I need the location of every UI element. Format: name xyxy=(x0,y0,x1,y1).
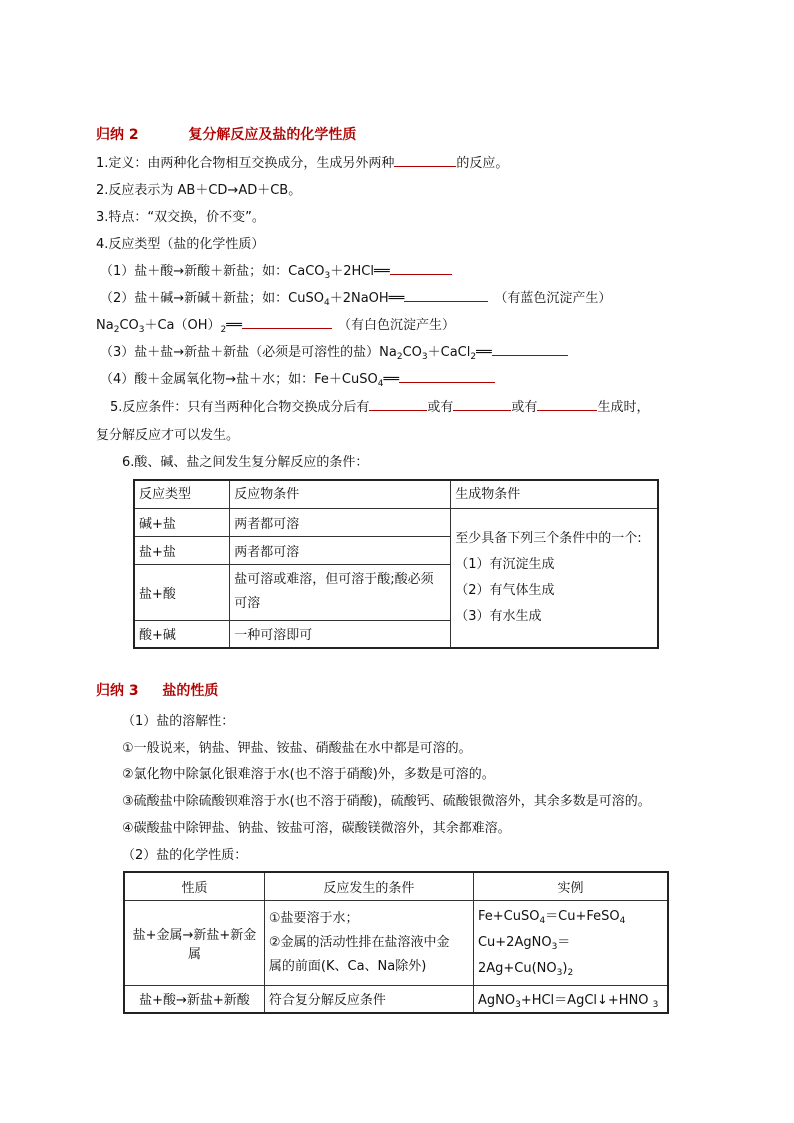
type3-line xyxy=(100,341,568,360)
equation-part: +HCl＝AgCl↓+HNO xyxy=(520,993,653,1009)
condition-text: ②金属的活动性排在盐溶液中金 xyxy=(268,934,450,950)
subscript: 3 xyxy=(421,352,428,362)
type2a-line xyxy=(100,287,611,306)
reaction-type-cell: 盐+酸 xyxy=(134,564,230,620)
property-cell: 盐+酸→新盐+新酸 xyxy=(124,985,264,1013)
section2-label: 归纳 2 xyxy=(96,127,139,143)
subscript: 2 xyxy=(113,325,120,335)
product-cond-item: （3）有水生成 xyxy=(455,608,542,624)
example-equation xyxy=(478,904,663,930)
product-cond-item: （2）有气体生成 xyxy=(455,582,555,598)
subscript: 4 xyxy=(323,298,330,308)
equation-part: AgNO xyxy=(477,993,516,1009)
product-cond-item: （1）有沉淀生成 xyxy=(455,556,555,572)
definition-line xyxy=(96,152,508,171)
reaction-type-cell: 酸+碱 xyxy=(134,620,230,648)
definition-suffix: 的反应。 xyxy=(456,156,509,171)
subscript: 3 xyxy=(324,271,331,281)
condition-line xyxy=(110,396,649,415)
chem-properties-title: （2）盐的化学性质： xyxy=(122,848,248,863)
formula-part: ＋Ca（OH） xyxy=(144,318,221,333)
condition-text: 或有 xyxy=(427,400,454,415)
header-cell: 生成物条件 xyxy=(451,480,658,508)
reaction-types-line: 4.反应类型（盐的化学性质） xyxy=(96,237,265,252)
solubility-item: ①一般说来，钠盐、钾盐、铵盐、硝酸盐在水中都是可溶的。 xyxy=(122,741,472,756)
condition-cell: 符合复分解反应条件 xyxy=(264,985,473,1013)
reaction-type-cell: 盐+盐 xyxy=(134,536,230,564)
solubility-item: ②氯化物中除氯化银难溶于水(也不溶于硝酸)外，多数是可溶的。 xyxy=(122,767,495,782)
equation-part: ) xyxy=(562,960,568,976)
subscript: 3 xyxy=(515,1000,521,1011)
reactant-cond-text: 盐可溶或难溶，但可溶于酸;酸必须 xyxy=(234,572,434,587)
table-header-row xyxy=(124,872,668,900)
subscript: 3 xyxy=(556,967,563,978)
blank-field[interactable] xyxy=(537,397,597,411)
condition-text: 5.反应条件：只有当两种化合物交换成分后有 xyxy=(110,400,370,415)
header-cell: 反应物条件 xyxy=(230,480,451,508)
condition-text: 生成时， xyxy=(597,400,650,415)
condition-line2: 复分解反应才可以发生。 xyxy=(96,428,240,443)
subscript: 2 xyxy=(220,325,227,335)
solubility-item: ③硫酸盐中除硫酸钡难溶于水(也不溶于硝酸)，硫酸钙、硫酸银微溶外，其余多数是可溶的。 xyxy=(122,794,651,809)
table-row xyxy=(124,900,668,985)
reactant-cond-text: 可溶 xyxy=(234,596,261,611)
type2-text: （2）盐＋碱→新碱＋新盐；如：CuSO xyxy=(100,291,324,306)
section3-title: 盐的性质 xyxy=(162,683,219,699)
equation-part: ＝2Ag+Cu(NO xyxy=(477,934,571,976)
subscript: 4 xyxy=(377,379,384,389)
equation-part: Fe+CuSO xyxy=(477,908,540,924)
section3-heading xyxy=(96,680,218,700)
formula-part: ══ xyxy=(383,372,400,387)
blank-field[interactable] xyxy=(404,288,488,302)
condition6-line: 6.酸、碱、盐之间发生复分解反应的条件： xyxy=(122,455,369,470)
type2-formula: ＋2NaOH══ xyxy=(329,291,405,306)
equation-part: ＝Cu+FeSO xyxy=(545,908,620,924)
formula-part: Na xyxy=(96,318,114,333)
formula-part: ══ xyxy=(226,318,242,333)
type4-text: （4）酸＋金属氧化物→盐＋水；如：Fe＋CuSO xyxy=(100,372,378,387)
section2-heading xyxy=(96,124,356,144)
type2b-note: （有白色沉淀产生） xyxy=(337,318,455,333)
blank-field[interactable] xyxy=(453,397,511,411)
condition-text: 属的前面(K、Ca、Na除外) xyxy=(268,958,427,974)
solubility-title: （1）盐的溶解性： xyxy=(122,714,235,729)
type1-text: （1）盐＋酸→新酸＋新盐；如：CaCO xyxy=(100,264,325,279)
property-cell: 盐+金属→新盐+新金属 xyxy=(124,900,264,985)
subscript: 2 xyxy=(396,352,403,362)
header-cell: 性质 xyxy=(124,872,264,900)
example-equation xyxy=(478,930,663,982)
condition-text: 或有 xyxy=(511,400,538,415)
formula-part: ══ xyxy=(476,345,492,360)
product-cond-text: 至少具备下列三个条件中的一个: xyxy=(455,530,642,546)
equation-part: Cu+2AgNO xyxy=(477,934,552,950)
reaction-type-cell: 碱+盐 xyxy=(134,508,230,536)
formula-part: CO xyxy=(402,345,422,360)
header-cell: 反应类型 xyxy=(134,480,230,508)
feature-line: 3.特点：“双交换，价不变”。 xyxy=(96,210,265,225)
type1-line xyxy=(100,260,452,279)
blank-field[interactable] xyxy=(394,153,456,167)
type2-note: （有蓝色沉淀产生） xyxy=(494,291,612,306)
table-header-row xyxy=(134,480,658,508)
subscript: 3 xyxy=(551,941,558,952)
formula-part: ＋CaCl xyxy=(427,345,471,360)
reaction-form-line: 2.反应表示为 AB＋CD→AD＋CB。 xyxy=(96,183,302,198)
type2b-line xyxy=(96,314,455,333)
solubility-item: ④碳酸盐中除钾盐、钠盐、铵盐可溶，碳酸镁微溶外，其余都难溶。 xyxy=(122,821,511,836)
definition-text: 1.定义：由两种化合物相互交换成分，生成另外两种 xyxy=(96,156,395,171)
blank-field[interactable] xyxy=(369,397,427,411)
type4-line xyxy=(100,368,495,387)
section2-title: 复分解反应及盐的化学性质 xyxy=(188,127,357,143)
blank-field[interactable] xyxy=(242,315,332,329)
reactant-cond-cell: 一种可溶即可 xyxy=(230,620,451,648)
salt-properties-table xyxy=(123,871,669,1014)
table-row xyxy=(134,508,658,536)
subscript: 2 xyxy=(470,352,477,362)
condition-cell xyxy=(264,900,473,985)
reaction-conditions-table xyxy=(133,479,659,649)
example-cell xyxy=(473,985,668,1013)
subscript: 3 xyxy=(652,1000,659,1011)
subscript: 2 xyxy=(567,967,574,978)
example-cell xyxy=(473,900,668,985)
type1-formula: ＋2HCl══ xyxy=(330,264,390,279)
reactant-cond-cell: 两者都可溶 xyxy=(230,536,451,564)
subscript: 3 xyxy=(138,325,145,335)
section3-label: 归纳 3 xyxy=(96,683,139,699)
formula-part: CO xyxy=(119,318,139,333)
subscript: 4 xyxy=(539,915,546,926)
table-row xyxy=(124,985,668,1013)
reactant-cond-cell: 两者都可溶 xyxy=(230,508,451,536)
header-cell: 实例 xyxy=(473,872,668,900)
type3-text: （3）盐＋盐→新盐＋新盐（必须是可溶性的盐）Na xyxy=(100,345,397,360)
blank-field[interactable] xyxy=(492,342,568,356)
subscript: 4 xyxy=(619,915,626,926)
blank-field[interactable] xyxy=(390,261,452,275)
reactant-cond-cell xyxy=(230,564,451,620)
blank-field[interactable] xyxy=(399,369,495,383)
header-cell: 反应发生的条件 xyxy=(264,872,473,900)
condition-text: ①盐要溶于水； xyxy=(268,910,359,926)
product-cond-cell xyxy=(451,508,658,648)
